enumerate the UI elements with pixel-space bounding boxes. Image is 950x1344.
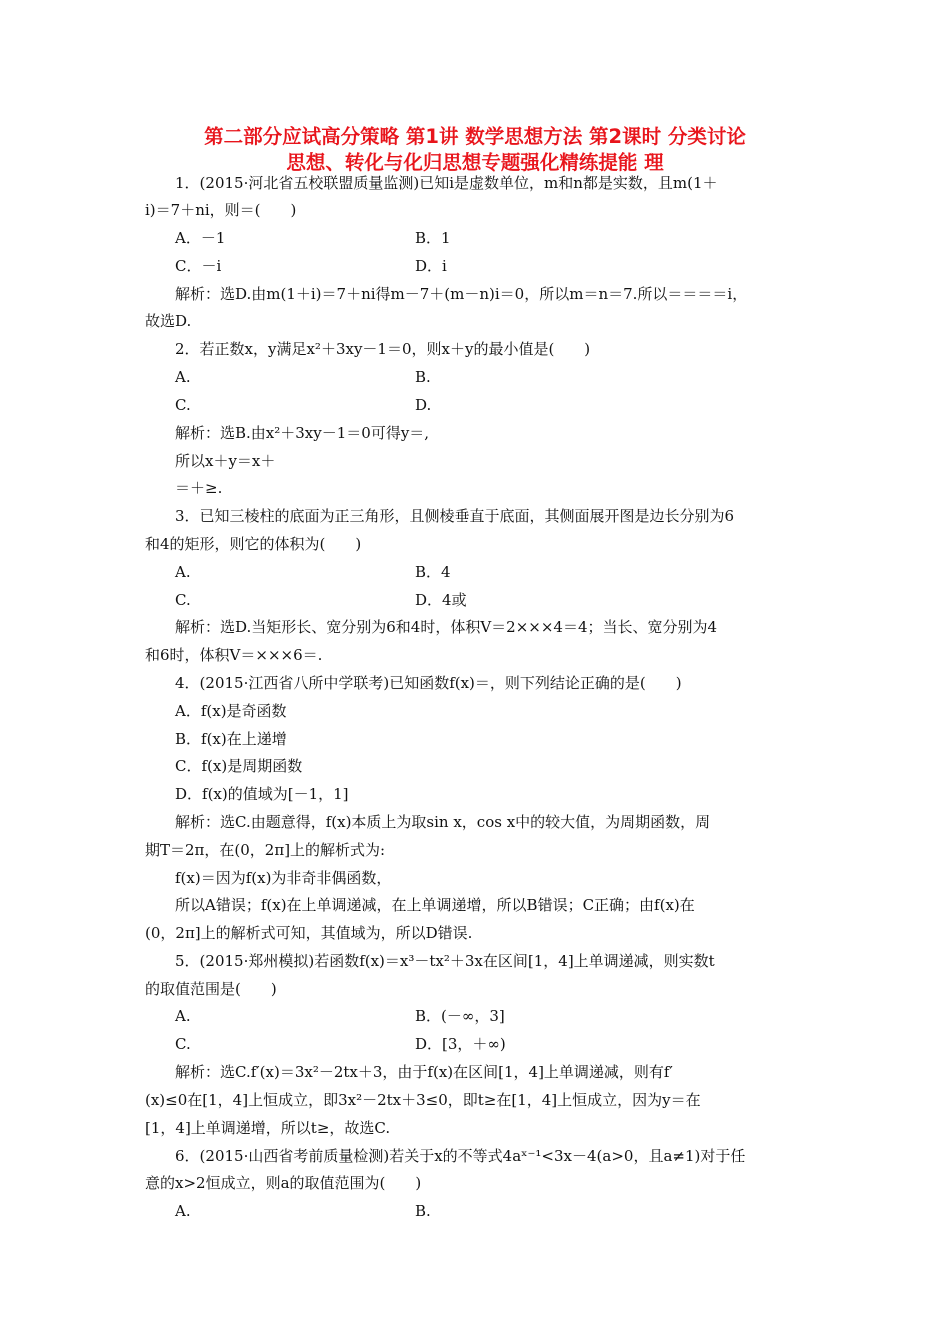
- q3-option-c: C.: [175, 591, 191, 609]
- q5-answer-line-3: [1，4]上单调递增，所以t≥，故选C.: [145, 1119, 391, 1137]
- q6-option-a: A.: [175, 1202, 191, 1220]
- q3-answer-line-1: 解析：选D.当矩形长、宽分别为6和4时，体积V＝2×××4＝4；当长、宽分别为4: [175, 618, 718, 636]
- q5-stem-line-1: 5．(2015·郑州模拟)若函数f(x)＝x³－tx²＋3x在区间[1，4]上单调递减，则实数t: [175, 952, 715, 970]
- q2-answer-line-1: 解析：选B.由x²＋3xy－1＝0可得y＝,: [175, 424, 430, 442]
- q5-option-b: B．(－∞，3]: [415, 1007, 505, 1025]
- q4-answer-line-5: (0，2π]上的解析式可知，其值域为，所以D错误.: [145, 924, 473, 942]
- q6-option-b: B.: [415, 1202, 431, 1220]
- q5-option-d: D．[3，＋∞): [415, 1035, 506, 1053]
- q1-option-b: B．1: [415, 229, 451, 247]
- q4-answer-line-1: 解析：选C.由题意得，f(x)本质上为取sin x，cos x中的较大值，为周期函数，周: [175, 813, 711, 831]
- q2-answer-line-2: 所以x＋y＝x＋: [175, 452, 276, 470]
- q5-option-c: C.: [175, 1035, 191, 1053]
- q3-stem-line-1: 3．已知三棱柱的底面为正三角形，且侧棱垂直于底面，其侧面展开图是边长分别为6: [175, 507, 735, 525]
- q5-stem-line-2: 的取值范围是( ): [145, 980, 277, 998]
- q3-option-b: B．4: [415, 563, 451, 581]
- q4-option-c: C．f(x)是周期函数: [175, 757, 303, 775]
- document-title-line-2: 思想、转化与化归思想专题强化精练提能 理: [286, 151, 664, 174]
- q1-option-c: C．－i: [175, 257, 222, 275]
- q3-stem-line-2: 和4的矩形，则它的体积为( ): [145, 535, 362, 553]
- q4-option-b: B．f(x)在上递增: [175, 730, 287, 748]
- q2-option-c: C.: [175, 396, 191, 414]
- q3-option-d: D．4或: [415, 591, 467, 609]
- q4-stem: 4．(2015·江西省八所中学联考)已知函数f(x)＝，则下列结论正确的是( ): [175, 674, 682, 692]
- q2-option-a: A.: [175, 368, 191, 386]
- q2-stem: 2．若正数x，y满足x²＋3xy－1＝0，则x＋y的最小值是( ): [175, 340, 591, 358]
- q1-option-d: D．i: [415, 257, 447, 275]
- q5-answer-line-1: 解析：选C.f′(x)＝3x²－2tx＋3，由于f(x)在区间[1，4]上单调递减，则有f′: [175, 1063, 673, 1081]
- q3-answer-line-2: 和6时，体积V＝×××6＝.: [145, 646, 323, 664]
- q1-stem-line-1: 1．(2015·河北省五校联盟质量监测)已知i是虚数单位，m和n都是实数，且m(1＋: [175, 174, 718, 192]
- q1-answer-line-1: 解析：选D.由m(1＋i)＝7＋ni得m－7＋(m－n)i＝0，所以m＝n＝7.所以＝＝＝＝i，: [175, 285, 748, 303]
- q3-option-a: A.: [175, 563, 191, 581]
- q4-answer-line-3: f(x)＝因为f(x)为非奇非偶函数，: [175, 869, 392, 887]
- q5-answer-line-2: (x)≤0在[1，4]上恒成立，即3x²－2tx＋3≤0，即t≥在[1，4]上恒成立，因为y＝在: [145, 1091, 701, 1109]
- q2-option-b: B.: [415, 368, 431, 386]
- q6-stem-line-1: 6．(2015·山西省考前质量检测)若关于x的不等式4aˣ⁻¹<3x－4(a>0，且a≠1)对于任: [175, 1147, 746, 1165]
- q2-option-d: D.: [415, 396, 432, 414]
- q1-stem-line-2: i)＝7＋ni，则＝( ): [145, 201, 297, 219]
- q1-option-a: A．－1: [175, 229, 226, 247]
- q4-answer-line-2: 期T＝2π，在(0，2π]上的解析式为:: [145, 841, 386, 859]
- q4-answer-line-4: 所以A错误；f(x)在上单调递减，在上单调递增，所以B错误；C正确；由f(x)在: [175, 896, 695, 914]
- q4-option-d: D．f(x)的值域为[－1，1]: [175, 785, 349, 803]
- q4-option-a: A．f(x)是奇函数: [175, 702, 287, 720]
- q6-stem-line-2: 意的x>2恒成立，则a的取值范围为( ): [145, 1174, 422, 1192]
- q5-option-a: A.: [175, 1007, 191, 1025]
- q2-answer-line-3: ＝＋≥.: [175, 479, 223, 497]
- q1-answer-line-2: 故选D.: [145, 312, 192, 330]
- document-title-line-1: 第二部分应试高分策略 第1讲 数学思想方法 第2课时 分类讨论: [204, 125, 746, 148]
